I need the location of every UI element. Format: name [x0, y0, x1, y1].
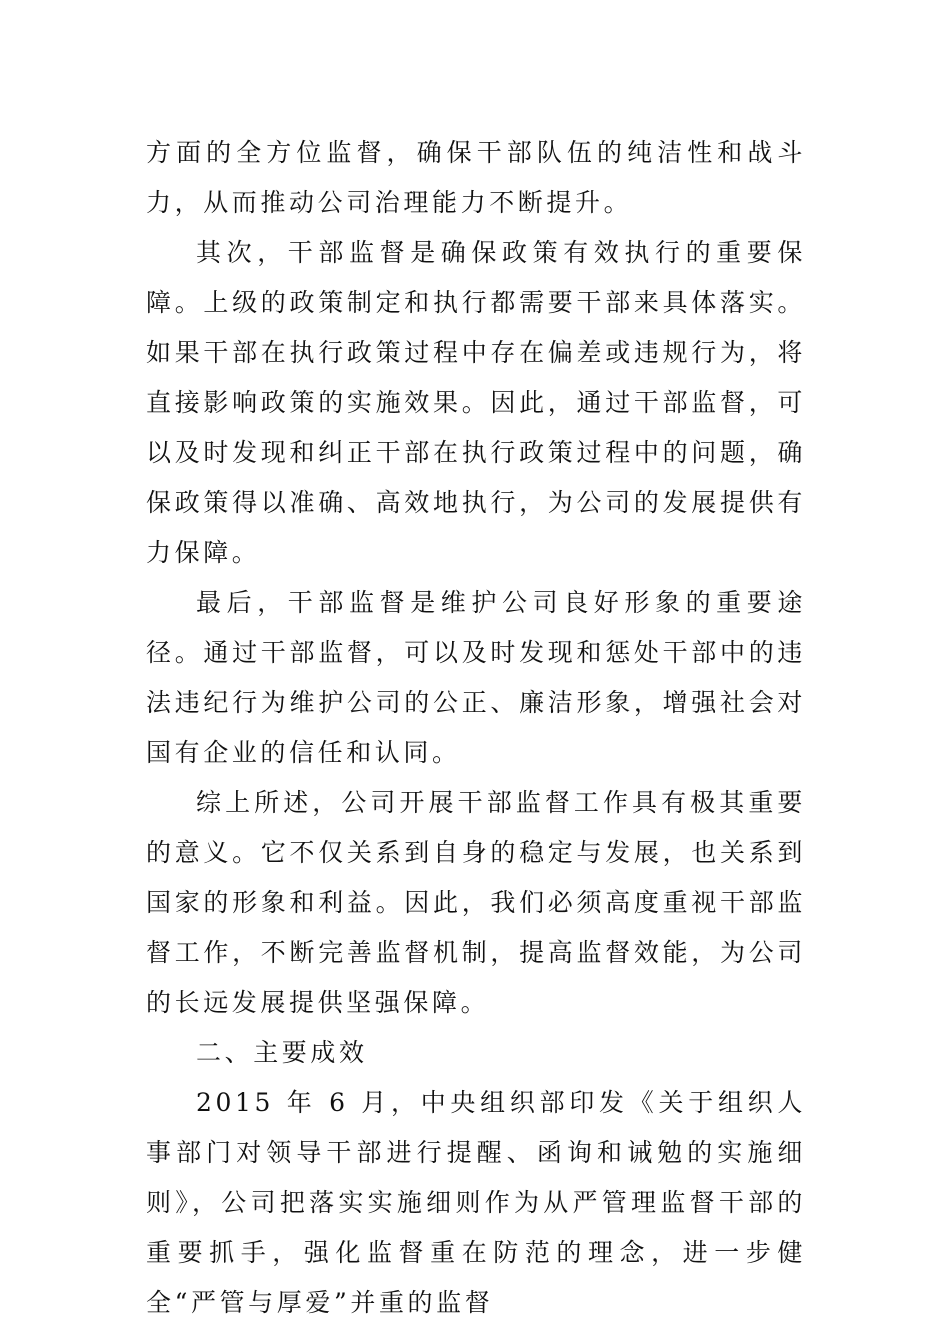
- paragraph-policy-execution: 其次，干部监督是确保政策有效执行的重要保障。上级的政策制定和执行都需要干部来具体落实。如果干部在执行政策过程中存在偏差或违规行为，将直接影响政策的实施效果。因此，通过干部监督，可以及时发现和纠正干部在执行政策过程中的问题，确保政策得以准确、高效地执行，为公司的发展提供有力保障。: [146, 238, 806, 567]
- paragraph-summary: 综上所述，公司开展干部监督工作具有极其重要的意义。它不仅关系到自身的稳定与发展，也关系到国家的形象和利益。因此，我们必须高度重视干部监督工作，不断完善监督机制，提高监督效能，为公司的长远发展提供坚强保障。: [146, 788, 806, 1017]
- paragraph-continuation: 方面的全方位监督，确保干部队伍的纯洁性和战斗力，从而推动公司治理能力不断提升。: [146, 138, 806, 217]
- paragraph-company-image: 最后，干部监督是维护公司良好形象的重要途径。通过干部监督，可以及时发现和惩处干部中的违法违纪行为维护公司的公正、廉洁形象，增强社会对国有企业的信任和认同。: [146, 588, 806, 767]
- section-heading-main-results: 二、主要成效: [196, 1038, 368, 1067]
- document-body: [146, 128, 806, 1328]
- paragraph-2015-regulation: 2015 年 6 月，中央组织部印发《关于组织人事部门对领导干部进行提醒、函询和诫勉的实施细则》，公司把落实实施细则作为从严管理监督干部的重要抓手，强化监督重在防范的理念，进一步健全“严管与厚爱”并重的监督: [146, 1088, 806, 1317]
